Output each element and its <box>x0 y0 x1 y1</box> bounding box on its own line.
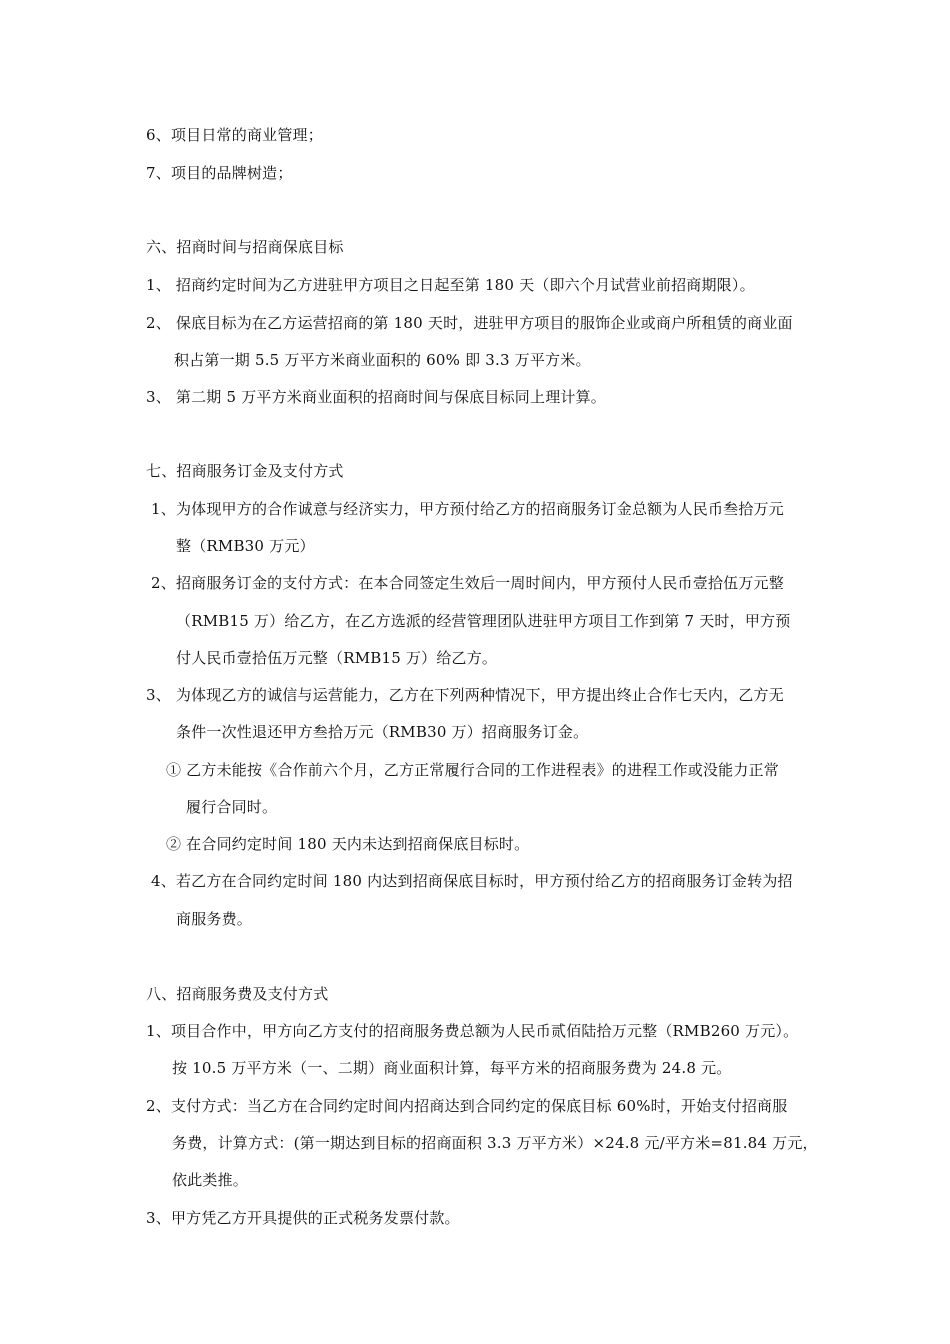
text-line: 依此类推。 <box>172 1171 249 1189</box>
text-line: （RMB15 万）给乙方，在乙方选派的经营管理团队进驻甲方项目工作到第 7 天时，甲方预 <box>176 612 791 630</box>
text-line: 条件一次性退还甲方叁拾万元（RMB30 万）招商服务订金。 <box>176 723 589 741</box>
section-heading: 七、招商服务订金及支付方式 <box>146 462 344 480</box>
text-line: 3、 第二期 5 万平方米商业面积的招商时间与保底目标同上理计算。 <box>146 388 606 406</box>
text-line: 务费，计算方式：(第一期达到目标的招商面积 3.3 万平方米）×24.8 元/平方米=81.84 万元， <box>172 1134 818 1152</box>
text-line: 4、若乙方在合同约定时间 180 内达到招商保底目标时，甲方预付给乙方的招商服务订金转为招 <box>151 872 793 890</box>
text-line: 1、为体现甲方的合作诚意与经济实力，甲方预付给乙方的招商服务订金总额为人民币叁拾万元 <box>151 500 784 518</box>
text-line: 按 10.5 万平方米（一、二期）商业面积计算，每平方米的招商服务费为 24.8 元。 <box>172 1059 732 1077</box>
text-line: 1、 招商约定时间为乙方进驻甲方项目之日起至第 180 天（即六个月试营业前招商期限）。 <box>146 276 755 294</box>
text-line: 3、甲方凭乙方开具提供的正式税务发票付款。 <box>146 1209 460 1227</box>
text-line: 整（RMB30 万元） <box>176 537 315 555</box>
text-line: 积占第一期 5.5 万平方米商业面积的 60% 即 3.3 万平方米。 <box>174 351 591 369</box>
text-line: 7、项目的品牌树造； <box>146 164 293 182</box>
text-line: 2、招商服务订金的支付方式：在本合同签定生效后一周时间内，甲方预付人民币壹拾伍万元整 <box>151 574 784 592</box>
section-heading: 八、招商服务费及支付方式 <box>146 985 329 1003</box>
text-line: 2、支付方式：当乙方在合同约定时间内招商达到合同约定的保底目标 60%时，开始支付招商服 <box>146 1097 788 1115</box>
section-heading: 六、招商时间与招商保底目标 <box>146 238 344 256</box>
text-line: ① 乙方未能按《合作前六个月，乙方正常履行合同的工作进程表》的进程工作或没能力正常 <box>166 761 779 779</box>
text-line: 3、 为体现乙方的诚信与运营能力，乙方在下列两种情况下，甲方提出终止合作七天内，乙方无 <box>146 686 784 704</box>
text-line: 付人民币壹拾伍万元整（RMB15 万）给乙方。 <box>176 649 498 667</box>
text-line: ② 在合同约定时间 180 天内未达到招商保底目标时。 <box>166 835 530 853</box>
text-line: 2、 保底目标为在乙方运营招商的第 180 天时，进驻甲方项目的服饰企业或商户所租赁的商业面 <box>146 314 793 332</box>
text-line: 履行合同时。 <box>186 798 278 816</box>
text-line: 商服务费。 <box>176 910 253 928</box>
text-line: 1、项目合作中，甲方向乙方支付的招商服务费总额为人民币贰佰陆拾万元整（RMB260 万元）。 <box>146 1022 799 1040</box>
text-line: 6、项目日常的商业管理； <box>146 126 323 144</box>
